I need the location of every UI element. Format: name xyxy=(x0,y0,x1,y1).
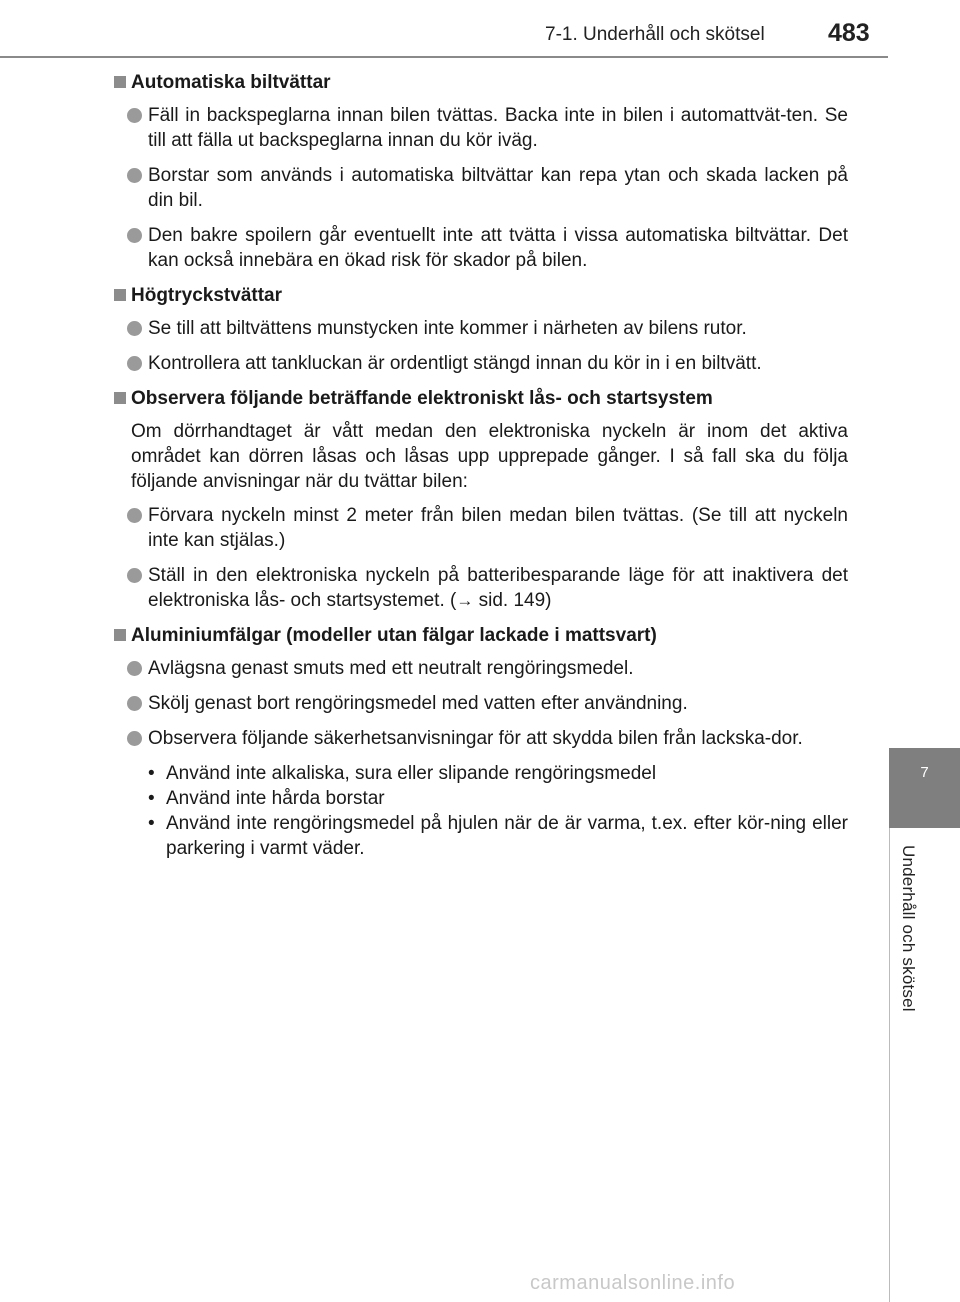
list-item: Ställ in den elektroniska nyckeln på batteribesparande läge för att inaktivera det elektroniska lås- och startsystemet. (→ sid. 149) xyxy=(112,563,848,613)
watermark-text: carmanualsonline.info xyxy=(530,1272,736,1294)
circle-bullet-icon xyxy=(127,356,142,371)
section-heading-smart-entry: Observera följande beträffande elektroniskt lås- och startsystem xyxy=(112,386,848,411)
sub-list-item: • Använd inte hårda borstar xyxy=(148,788,385,809)
circle-bullet-icon xyxy=(127,696,142,711)
arrow-right-icon: → xyxy=(456,591,474,610)
list-item: Se till att biltvättens munstycken inte kommer i närheten av bilens rutor. xyxy=(112,316,848,341)
header-divider xyxy=(0,56,888,58)
chapter-label: Underhåll och skötsel xyxy=(899,845,918,1012)
list-item: Borstar som används i automatiska biltvättar kan repa ytan och skada lacken på din bil. xyxy=(112,163,848,213)
sub-list-item: • Använd inte alkaliska, sura eller slipande rengöringsmedel xyxy=(148,763,657,784)
circle-bullet-icon xyxy=(127,661,142,676)
square-bullet-icon xyxy=(114,392,126,404)
list-item: Fäll in backspeglarna innan bilen tvättas. Backa inte in bilen i automattvät-ten. Se till att fälla ut backspeglarna innan du kör iväg. xyxy=(112,103,848,153)
page-header xyxy=(0,0,960,58)
dot-bullet-icon: • xyxy=(148,813,155,834)
sub-list xyxy=(112,761,848,861)
header-section-title: 7-1. Underhåll och skötsel xyxy=(545,24,765,45)
square-bullet-icon xyxy=(114,289,126,301)
chapter-tab[interactable] xyxy=(889,748,960,828)
circle-bullet-icon xyxy=(127,731,142,746)
page-reference-link[interactable]: sid. 149) xyxy=(478,590,552,611)
section-heading-automatic-car-wash: Automatiska biltvättar xyxy=(112,70,848,95)
page-content xyxy=(112,70,848,861)
square-bullet-icon xyxy=(114,76,126,88)
circle-bullet-icon xyxy=(127,228,142,243)
sub-list-item: • Använd inte rengöringsmedel på hjulen när de är varma, t.ex. efter kör-ning eller parkering i varmt väder. xyxy=(148,813,848,859)
list-item: Avlägsna genast smuts med ett neutralt rengöringsmedel. xyxy=(112,656,848,681)
list-item: Skölj genast bort rengöringsmedel med vatten efter användning. xyxy=(112,691,848,716)
circle-bullet-icon xyxy=(127,168,142,183)
section-heading-pressure-washers: Högtryckstvättar xyxy=(112,283,848,308)
list-item: Kontrollera att tankluckan är ordentligt stängd innan du kör in i en biltvätt. xyxy=(112,351,848,376)
circle-bullet-icon xyxy=(127,108,142,123)
circle-bullet-icon xyxy=(127,568,142,583)
page-number: 483 xyxy=(828,19,870,47)
chapter-number: 7 xyxy=(920,764,929,781)
list-item: Förvara nyckeln minst 2 meter från bilen medan bilen tvättas. (Se till att nyckeln inte kan stjälas.) xyxy=(112,503,848,553)
circle-bullet-icon xyxy=(127,508,142,523)
dot-bullet-icon: • xyxy=(148,763,155,784)
section-paragraph: Om dörrhandtaget är vått medan den elektroniska nyckeln är inom det aktiva området kan dörren låsas och låsas upp upprepade gånger. I så fall ska du följa följande anvisningar när du tvättar bilen: xyxy=(131,421,848,492)
list-item: Observera följande säkerhetsanvisningar för att skydda bilen från lackska-dor. xyxy=(112,726,848,751)
dot-bullet-icon: • xyxy=(148,788,155,809)
section-heading-aluminum-wheels: Aluminiumfälgar (modeller utan fälgar lackade i mattsvart) xyxy=(112,623,848,648)
list-item: Den bakre spoilern går eventuellt inte att tvätta i vissa automatiska biltvättar. Det kan också innebära en ökad risk för skador på bilen. xyxy=(112,223,848,273)
circle-bullet-icon xyxy=(127,321,142,336)
square-bullet-icon xyxy=(114,629,126,641)
